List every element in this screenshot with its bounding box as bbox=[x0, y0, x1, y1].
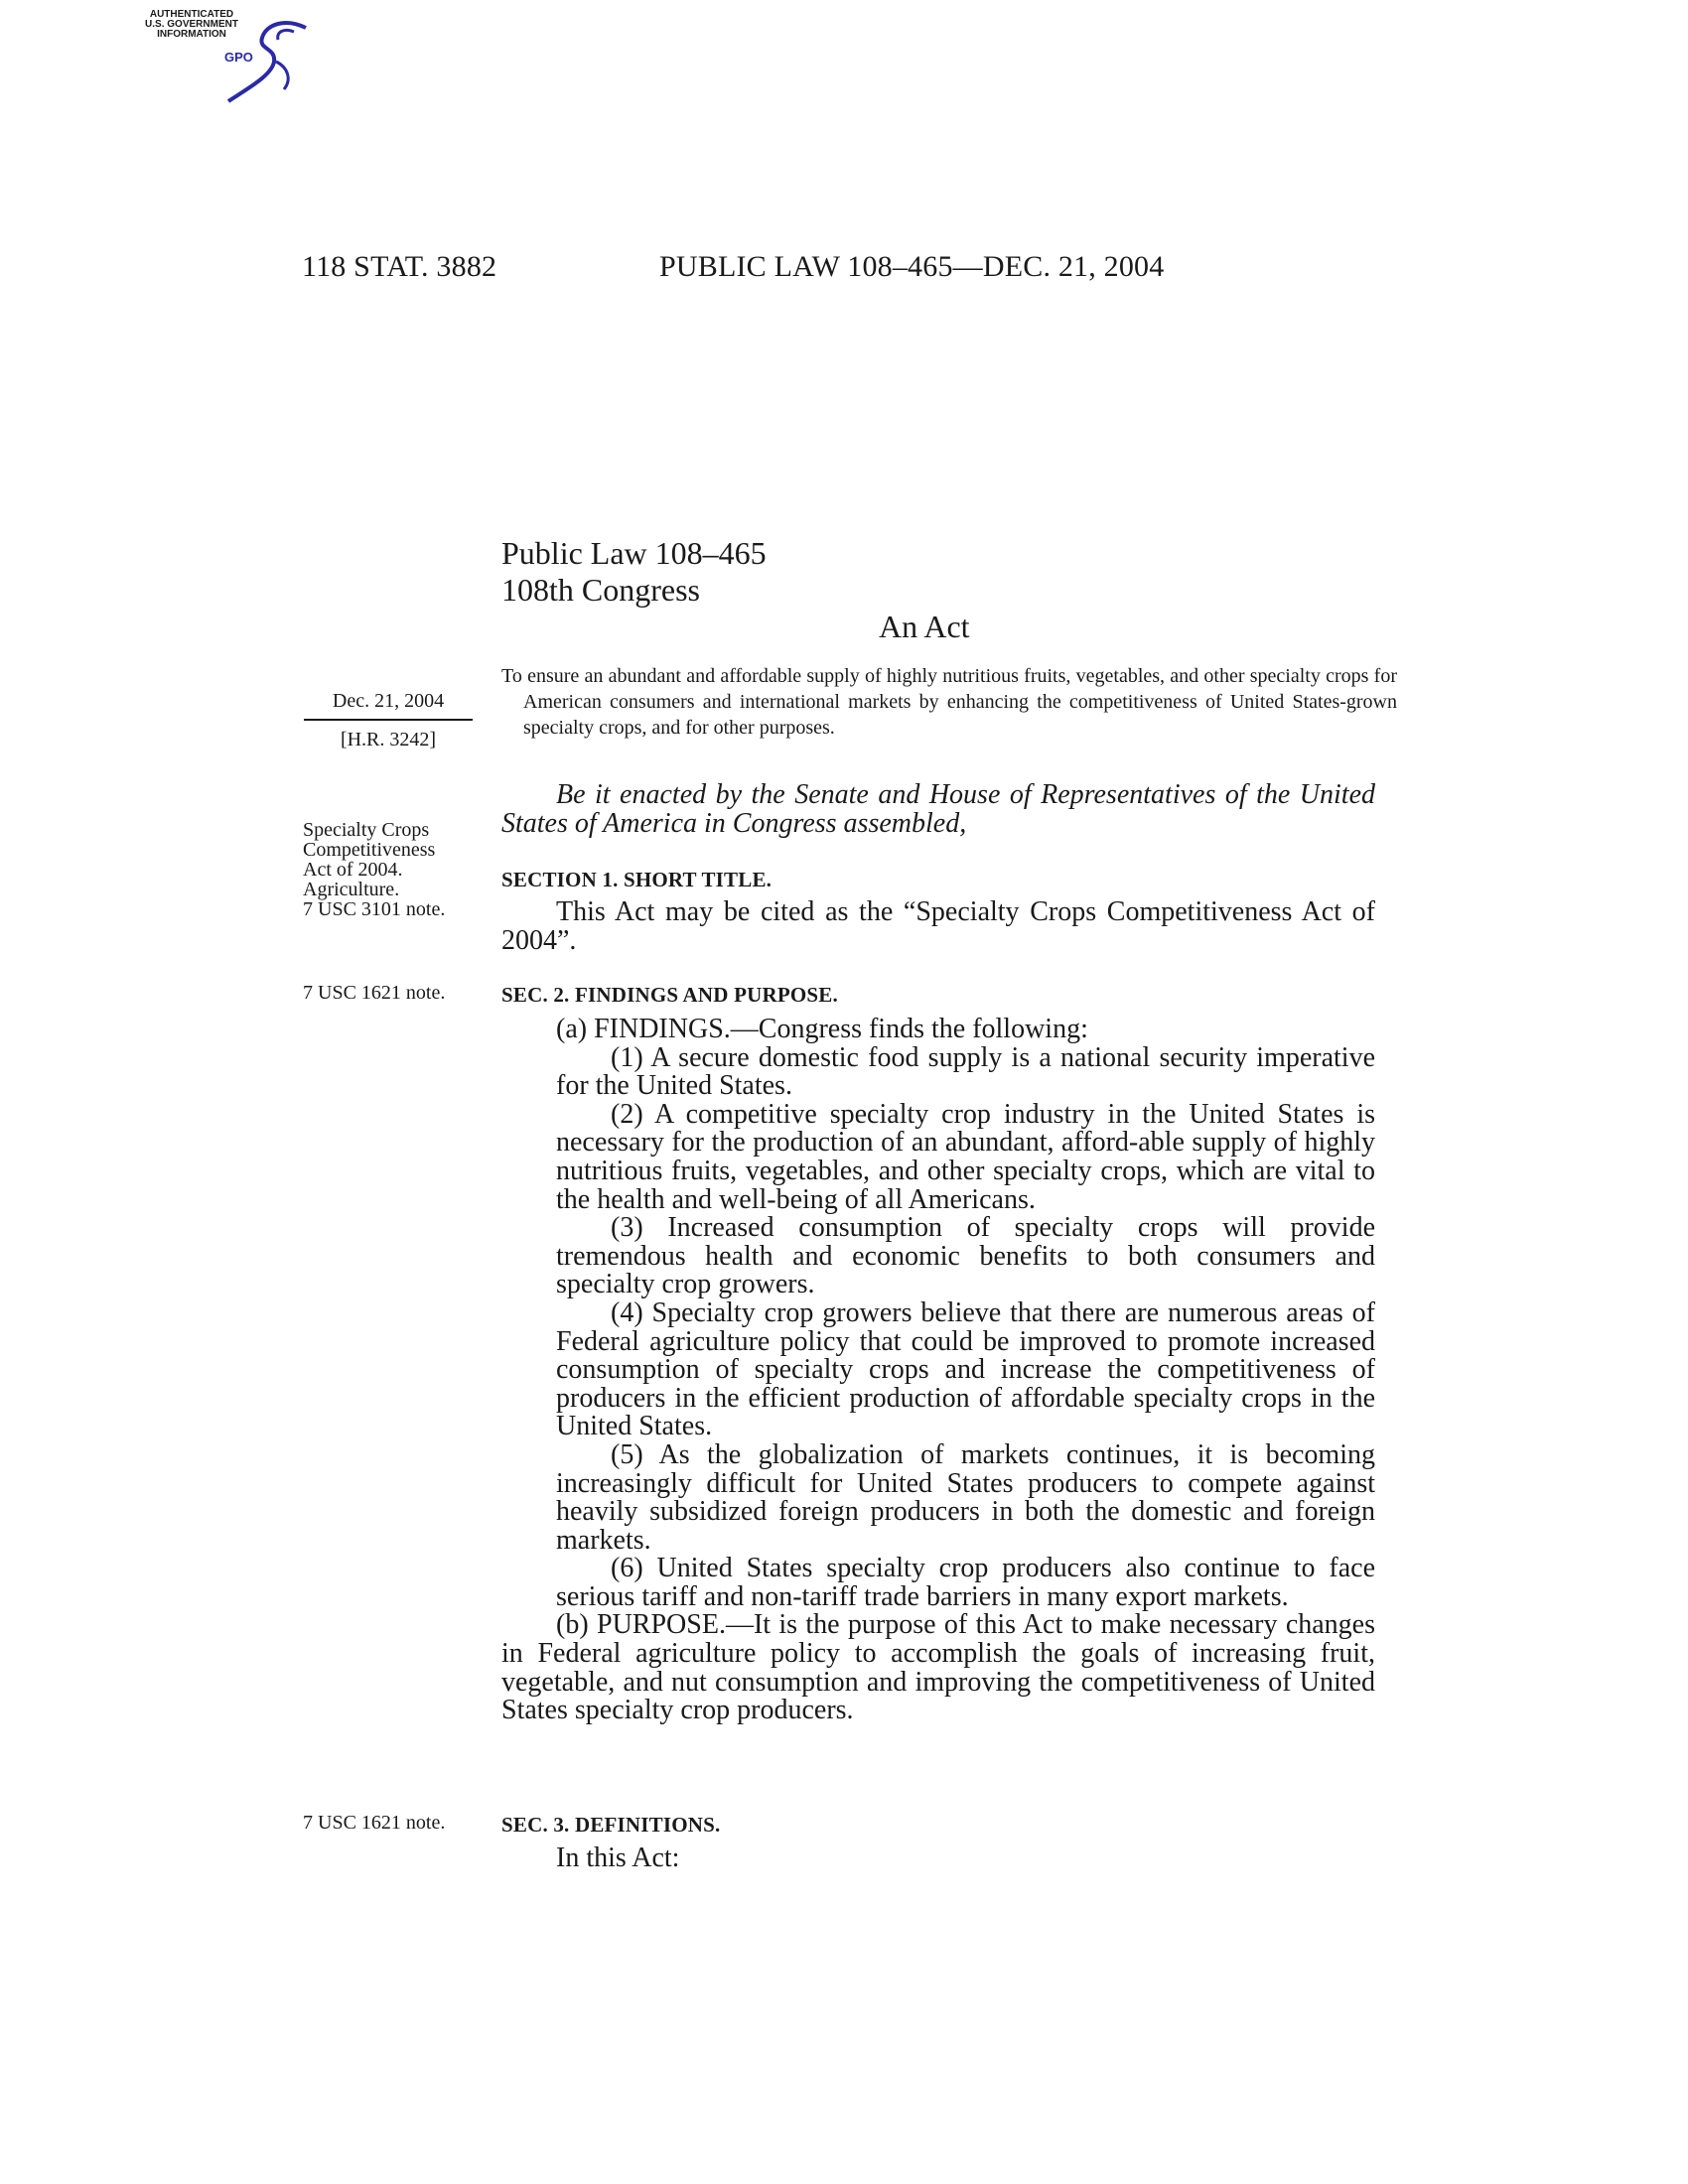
purpose-paragraph: (b) PURPOSE.—It is the purpose of this Act to make necessary changes in Federal agriculture policy to accomplish the goals of increasing fruit, vegetable, and nut consumption and improving the competitiveness of United States specialty crop producers. bbox=[501, 1609, 1375, 1726]
finding-item: (6) United States specialty crop producers also continue to face serious tariff and non-tariff trade barriers in many export markets. bbox=[556, 1553, 1375, 1612]
enacting-clause: Be it enacted by the Senate and House of Representatives of the United States of America in Congress assembled, bbox=[501, 779, 1375, 839]
date-bill-block bbox=[304, 690, 473, 751]
law-number: Public Law 108–465 bbox=[501, 535, 767, 571]
act-label: An Act bbox=[879, 609, 970, 644]
header-stat-page: 118 STAT. 3882 bbox=[302, 250, 497, 283]
finding-item: (4) Specialty crop growers believe that there are numerous areas of Federal agriculture policy that could be improved to promote increased consumption of specialty crops and increase the competitiveness of producers in the efficient production of affordable specialty crops in the United States. bbox=[556, 1297, 1375, 1442]
margin-note-short-title bbox=[303, 820, 445, 919]
findings-list bbox=[501, 1041, 1375, 1612]
findings-intro: (a) FINDINGS.—Congress finds the following: bbox=[556, 1014, 1088, 1044]
section2-body bbox=[501, 1016, 1375, 1725]
finding-item: (5) As the globalization of markets continues, it is becoming increasingly difficult for United States producers to compete against heavily subsidized foreign producers in both the domestic and foreign markets. bbox=[556, 1438, 1375, 1556]
bill-number: [H.R. 3242] bbox=[340, 729, 437, 751]
long-title: To ensure an abundant and affordable supply of highly nutritious fruits, vegetables, and other specialty crops for American consumers and international markets by enhancing the competitiveness of United States-grown specialty crops, and for other purposes. bbox=[501, 665, 1397, 739]
margin-note-line: Act of 2004. bbox=[303, 859, 403, 881]
logo-text bbox=[117, 10, 266, 40]
section1-text: This Act may be cited as the “Specialty Crops Competitiveness Act of 2004”. bbox=[501, 896, 1375, 956]
margin-note-line: 7 USC 3101 note. bbox=[303, 898, 446, 920]
margin-note-line: Competitiveness bbox=[303, 839, 436, 861]
section3-heading: SEC. 3. DEFINITIONS. bbox=[501, 1813, 721, 1837]
header-law-date: PUBLIC LAW 108–465—DEC. 21, 2004 bbox=[659, 250, 1165, 283]
section1-heading: SECTION 1. SHORT TITLE. bbox=[501, 868, 773, 891]
margin-note-line: Agriculture. bbox=[303, 879, 400, 900]
logo-line-authenticated: AUTHENTICATED bbox=[149, 9, 234, 20]
enactment-date: Dec. 21, 2004 bbox=[304, 690, 473, 721]
section3-text: In this Act: bbox=[556, 1843, 680, 1873]
section2-heading: SEC. 2. FINDINGS AND PURPOSE. bbox=[501, 983, 838, 1007]
finding-item: (1) A secure domestic food supply is a national security imperative for the United States. bbox=[556, 1041, 1375, 1102]
gpo-authenticated-logo bbox=[117, 10, 316, 99]
finding-item: (2) A competitive specialty crop industry in the United States is necessary for the production of an abundant, afford-able supply of highly nutritious fruits, vegetables, and other specialty crops, which are vital to the health and well-being of all Americans. bbox=[556, 1098, 1375, 1215]
finding-item: (3) Increased consumption of specialty crops will provide tremendous health and economic benefits to both consumers and specialty crop growers. bbox=[556, 1212, 1375, 1300]
logo-line-us-government: U.S. GOVERNMENT bbox=[145, 19, 238, 30]
margin-note-sec2: 7 USC 1621 note. bbox=[303, 982, 446, 1004]
congress-label: 108th Congress bbox=[501, 572, 700, 608]
margin-note-sec3: 7 USC 1621 note. bbox=[303, 1812, 446, 1834]
margin-note-line: Specialty Crops bbox=[303, 819, 430, 841]
logo-line-information: INFORMATION bbox=[157, 29, 226, 40]
gpo-wordmark: GPO bbox=[224, 50, 253, 65]
